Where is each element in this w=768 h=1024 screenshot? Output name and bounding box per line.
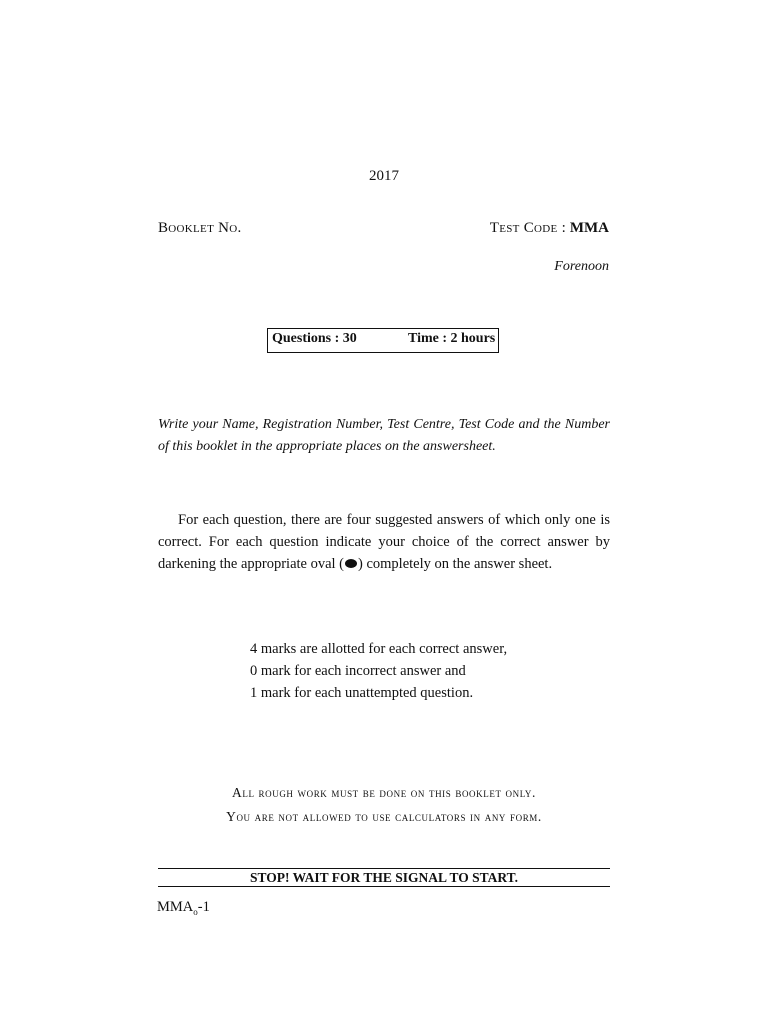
question-count: Questions : 30 [272, 331, 357, 346]
page-footer [157, 899, 210, 917]
footer-code: MMA [157, 899, 194, 915]
time-allowed: Time : 2 hours [408, 331, 496, 346]
rough-work-note: All rough work must be done on this booklet only. [232, 785, 536, 800]
test-code [490, 220, 609, 237]
booklet-number-label: Booklet No. [158, 220, 242, 236]
general-notes [0, 781, 768, 829]
answersheet-instruction: Write your Name, Registration Number, Test Centre, Test Code and the Number of this booklet in the appropriate places on the answersheet. [158, 417, 610, 454]
calculator-note: You are not allowed to use calculators in any form. [226, 809, 542, 824]
marking-correct: 4 marks are allotted for each correct answer, [250, 641, 508, 657]
filled-oval-icon [345, 559, 357, 568]
answering-instruction-text-2: ) completely on the answer sheet. [358, 556, 553, 572]
answering-instruction-text-1: For each question, there are four suggested answers of which only one is correct. For each question indicate your choice of the correct answer by darkening the appropriate oval ( [158, 512, 610, 572]
marking-incorrect: 0 mark for each incorrect answer and [250, 663, 466, 679]
marking-scheme [250, 638, 507, 704]
stop-banner: STOP! WAIT FOR THE SIGNAL TO START. [250, 870, 518, 885]
test-code-label: Test Code : [489, 220, 567, 236]
marking-unattempted: 1 mark for each unattempted question. [250, 685, 474, 701]
footer-page-number: -1 [197, 899, 210, 915]
answering-instruction [158, 509, 610, 575]
questions-time-box [267, 328, 499, 353]
stop-banner-bottom-rule [158, 886, 610, 887]
footer-subscript: o [193, 906, 198, 917]
test-code-value: MMA [569, 220, 609, 236]
exam-session: Forenoon [554, 259, 609, 274]
exam-year: 2017 [369, 168, 399, 184]
